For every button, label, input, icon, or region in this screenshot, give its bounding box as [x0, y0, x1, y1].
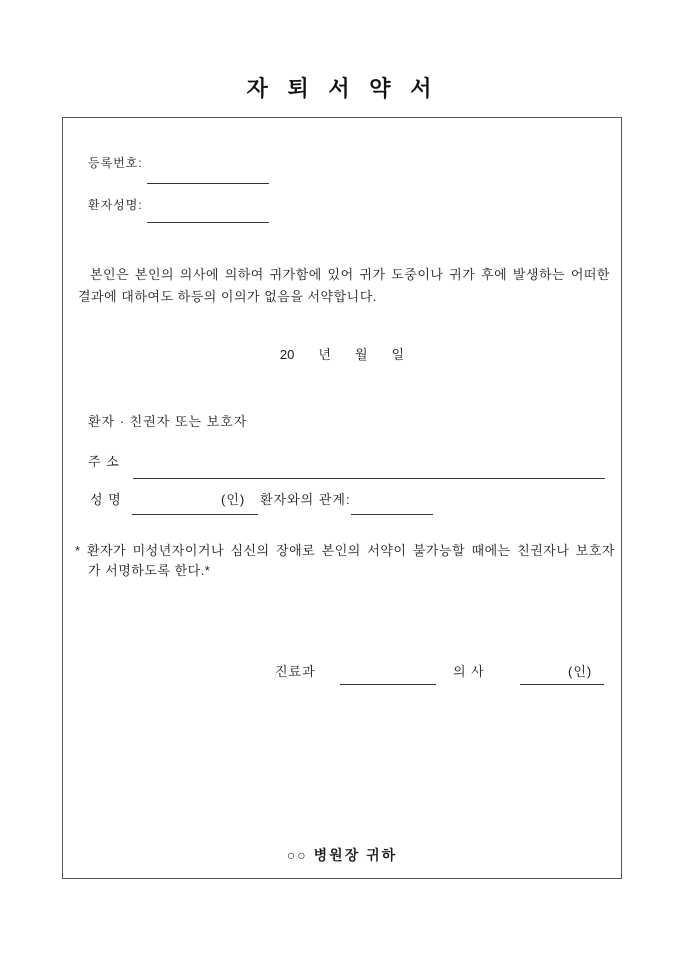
page-title: 자 퇴 서 약 서 [246, 76, 434, 102]
date-day-label: 일 [391, 347, 405, 362]
department-blank-line [340, 684, 436, 685]
date-month-label: 월 [354, 347, 368, 362]
doctor-blank-line [520, 684, 604, 685]
relation-blank-line [351, 514, 433, 515]
department-label: 진료과 [275, 664, 316, 679]
address-label: 주 소 [88, 454, 120, 469]
patient-name-label: 환자성명: [88, 198, 143, 212]
hospital-addressee: ○○ 병원장 귀하 [286, 847, 398, 863]
footnote-line-1 [75, 541, 615, 561]
address-blank-line [133, 478, 605, 479]
form-border-box [62, 117, 622, 879]
registration-number-label: 등록번호: [88, 156, 143, 170]
footnote [75, 541, 615, 581]
signer-section-heading: 환자 · 친권자 또는 보호자 [88, 414, 248, 429]
pledge-paragraph [78, 264, 610, 308]
pledge-line-1: 본인은 본인의 의사에 의하여 귀가함에 있어 귀가 도중이나 귀가 후에 발생하는 어떠한 [90, 267, 610, 282]
footnote-marker: * [75, 543, 81, 558]
relation-to-patient-label: 환자와의 관계: [260, 492, 351, 507]
registration-number-blank-line [147, 183, 269, 184]
signer-name-label: 성 명 [90, 492, 122, 507]
signer-seal-label: (인) [221, 492, 246, 507]
signer-name-blank-line [132, 514, 258, 515]
doctor-label: 의 사 [453, 664, 485, 679]
date-line [63, 346, 621, 364]
date-year-prefix: 20 [279, 347, 295, 362]
date-year-label: 년 [318, 347, 331, 362]
footnote-line-2: 가 서명하도록 한다.* [88, 563, 211, 578]
pledge-line-2: 결과에 대하여도 하등의 이의가 없음을 서약합니다. [78, 289, 377, 304]
doctor-seal-label: (인) [568, 664, 593, 679]
footnote-line-1-text: 환자가 미성년자이거나 심신의 장애로 본인의 서약이 불가능할 때에는 친권자나 보호자 [87, 543, 615, 558]
patient-name-blank-line [147, 222, 269, 223]
